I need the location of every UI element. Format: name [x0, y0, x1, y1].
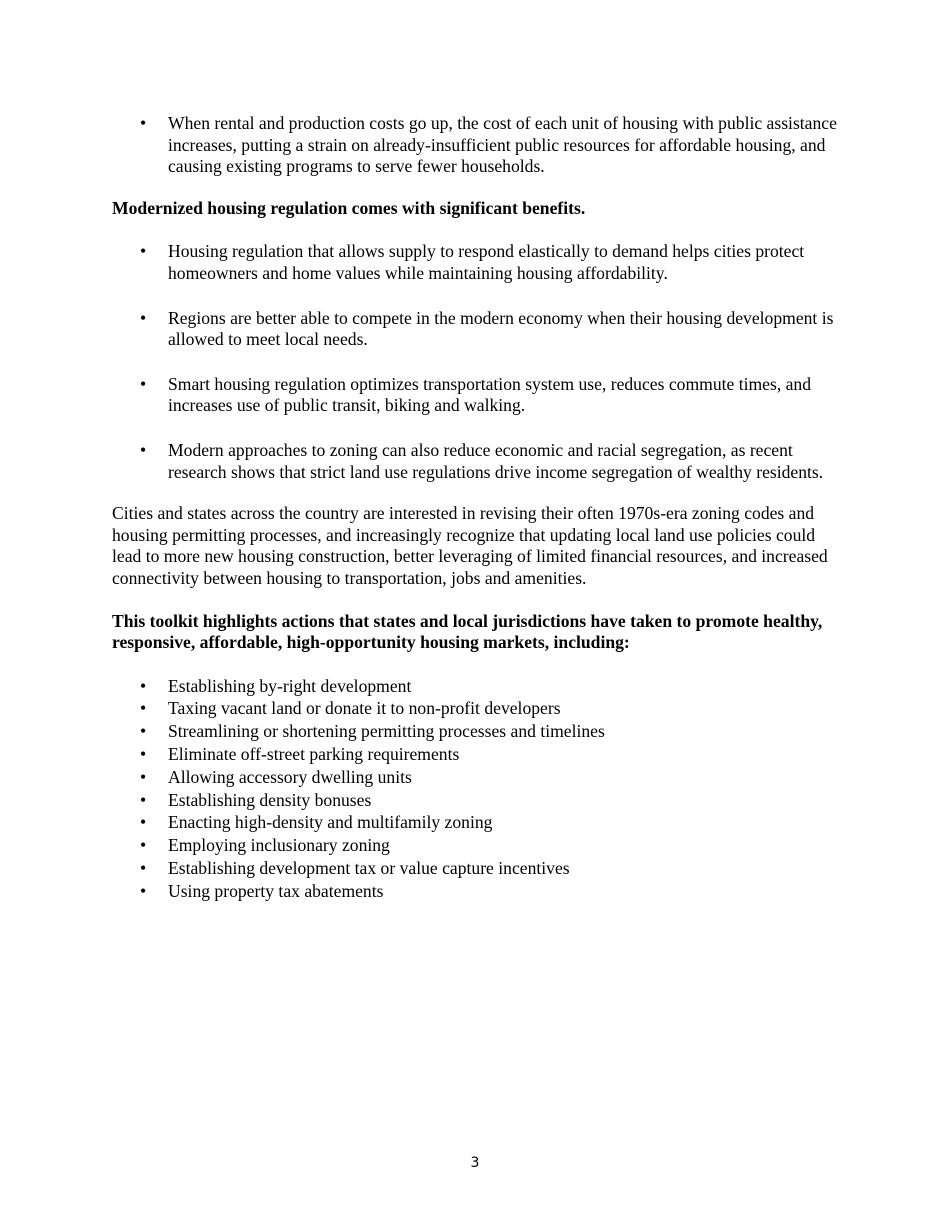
- list-item: [112, 835, 837, 857]
- bullet-icon: •: [140, 766, 147, 787]
- bullet-icon: •: [140, 812, 147, 833]
- benefits-heading: Modernized housing regulation comes with significant benefits.: [112, 197, 586, 218]
- bullet-icon: •: [140, 880, 147, 901]
- bullet-icon: •: [140, 307, 147, 328]
- list-item: [112, 241, 837, 284]
- bullet-icon: •: [140, 241, 147, 262]
- bullet-icon: •: [140, 113, 147, 133]
- list-item: [112, 767, 837, 789]
- list-item-text: Regions are better able to compete in the modern economy when their housing development is allowed to meet local needs.: [168, 307, 834, 350]
- list-item-text: Establishing development tax or value capture incentives: [168, 857, 570, 878]
- bullet-icon: •: [140, 744, 147, 765]
- cities-paragraph: Cities and states across the country are interested in revising their often 1970s-era zoning codes and housing permitting processes, and increasingly recognize that updating local land use policies could lead to more new housing construction, better leveraging of limited financial resources, and increased connectivity between housing to transportation, jobs and amenities.: [112, 503, 828, 588]
- list-item: [112, 676, 837, 698]
- document-page: [112, 113, 837, 902]
- bullet-icon: •: [140, 721, 147, 742]
- bullet-icon: •: [140, 439, 147, 460]
- benefits-bullet-list: [112, 241, 837, 483]
- list-item-text: Modern approaches to zoning can also reduce economic and racial segregation, as recent research shows that strict land use regulations drive income segregation of wealthy residents.: [168, 439, 824, 482]
- list-item: [112, 374, 837, 417]
- bullet-icon: •: [140, 789, 147, 810]
- list-item-text: Establishing by-right development: [168, 675, 412, 696]
- bullet-icon: •: [140, 373, 147, 394]
- list-item: [112, 744, 837, 766]
- bullet-icon: •: [140, 698, 147, 719]
- list-item: [112, 308, 837, 351]
- intro-bullet-list: [112, 113, 837, 178]
- bullet-icon: •: [140, 857, 147, 878]
- list-item: [112, 440, 837, 483]
- list-item-text: Establishing density bonuses: [168, 789, 372, 810]
- list-item-text: Using property tax abatements: [168, 880, 384, 901]
- list-item: [112, 790, 837, 812]
- list-item-text: Taxing vacant land or donate it to non-profit developers: [168, 698, 561, 719]
- toolkit-heading: This toolkit highlights actions that states and local jurisdictions have taken to promote healthy, responsive, affordable, high-opportunity housing markets, including:: [112, 610, 823, 653]
- list-item: [112, 812, 837, 834]
- list-item: [112, 881, 837, 903]
- list-item-text: Eliminate off-street parking requirements: [168, 744, 460, 765]
- list-item-text: Allowing accessory dwelling units: [168, 766, 412, 787]
- list-item: [112, 113, 837, 178]
- bullet-icon: •: [140, 835, 147, 856]
- list-item-text: Streamlining or shortening permitting processes and timelines: [168, 721, 605, 742]
- list-item-text: Housing regulation that allows supply to respond elastically to demand helps cities protect homeowners and home values while maintaining housing affordability.: [168, 241, 805, 283]
- list-item-text: Enacting high-density and multifamily zoning: [168, 812, 493, 833]
- list-item-text: Employing inclusionary zoning: [168, 835, 390, 856]
- toolkit-bullet-list: [112, 676, 837, 903]
- list-item: [112, 858, 837, 880]
- list-item: [112, 698, 837, 720]
- bullet-icon: •: [140, 675, 147, 696]
- page-number: 3: [470, 1155, 480, 1171]
- list-item-text: When rental and production costs go up, the cost of each unit of housing with public assistance increases, putting a strain on already-insufficient public resources for affordable housing, and causing existing programs to serve fewer households.: [168, 113, 837, 177]
- list-item-text: Smart housing regulation optimizes transportation system use, reduces commute times, and increases use of public transit, biking and walking.: [168, 373, 812, 416]
- list-item: [112, 721, 837, 743]
